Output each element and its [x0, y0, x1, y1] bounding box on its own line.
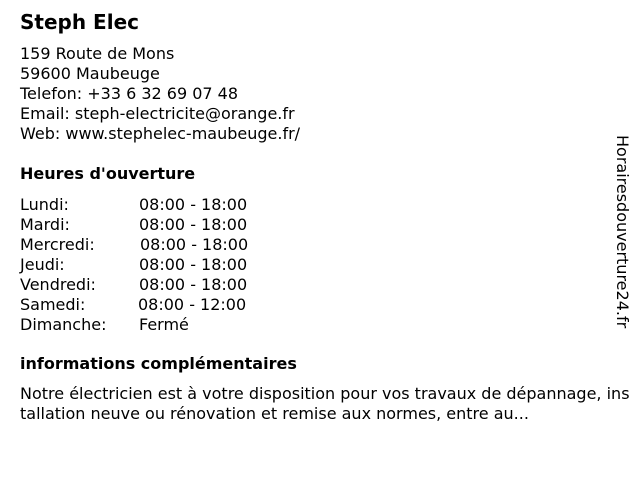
phone-text: Telefon: +33 6 32 69 07 48 — [20, 84, 239, 103]
hours-time: Fermé — [139, 315, 189, 334]
business-contact — [20, 44, 300, 144]
hours-time: 08:00 - 18:00 — [140, 235, 249, 254]
address-line-2: 59600 Maubeuge — [20, 64, 160, 83]
hours-day: Jeudi: — [20, 255, 65, 274]
hours-day: Dimanche: — [20, 315, 107, 334]
website-text: Web: www.stephelec-maubeuge.fr/ — [20, 124, 301, 143]
hours-day: Samedi: — [20, 295, 86, 314]
email-text: Email: steph-electricite@orange.fr — [20, 104, 295, 123]
hours-time: 08:00 - 18:00 — [139, 195, 248, 214]
hours-day: Mercredi: — [20, 235, 95, 254]
hours-day: Lundi: — [20, 195, 69, 214]
hours-time: 08:00 - 18:00 — [139, 215, 248, 234]
hours-day: Vendredi: — [20, 275, 96, 294]
business-name: Steph Elec — [20, 10, 139, 34]
hours-time: 08:00 - 12:00 — [138, 295, 247, 314]
opening-hours-heading: Heures d'ouverture — [20, 164, 196, 183]
address-line-1: 159 Route de Mons — [20, 44, 175, 63]
additional-info-text: Notre électricien est à votre disposition pour vos travaux de dépannage, installation neuve ou rénovation et remise aux normes, entre au... — [20, 384, 630, 423]
hours-day: Mardi: — [20, 215, 70, 234]
hours-time: 08:00 - 18:00 — [139, 275, 248, 294]
site-watermark: Horairesdouverture24.fr — [613, 135, 632, 329]
hours-time: 08:00 - 18:00 — [139, 255, 248, 274]
additional-info-heading: informations complémentaires — [20, 354, 297, 373]
